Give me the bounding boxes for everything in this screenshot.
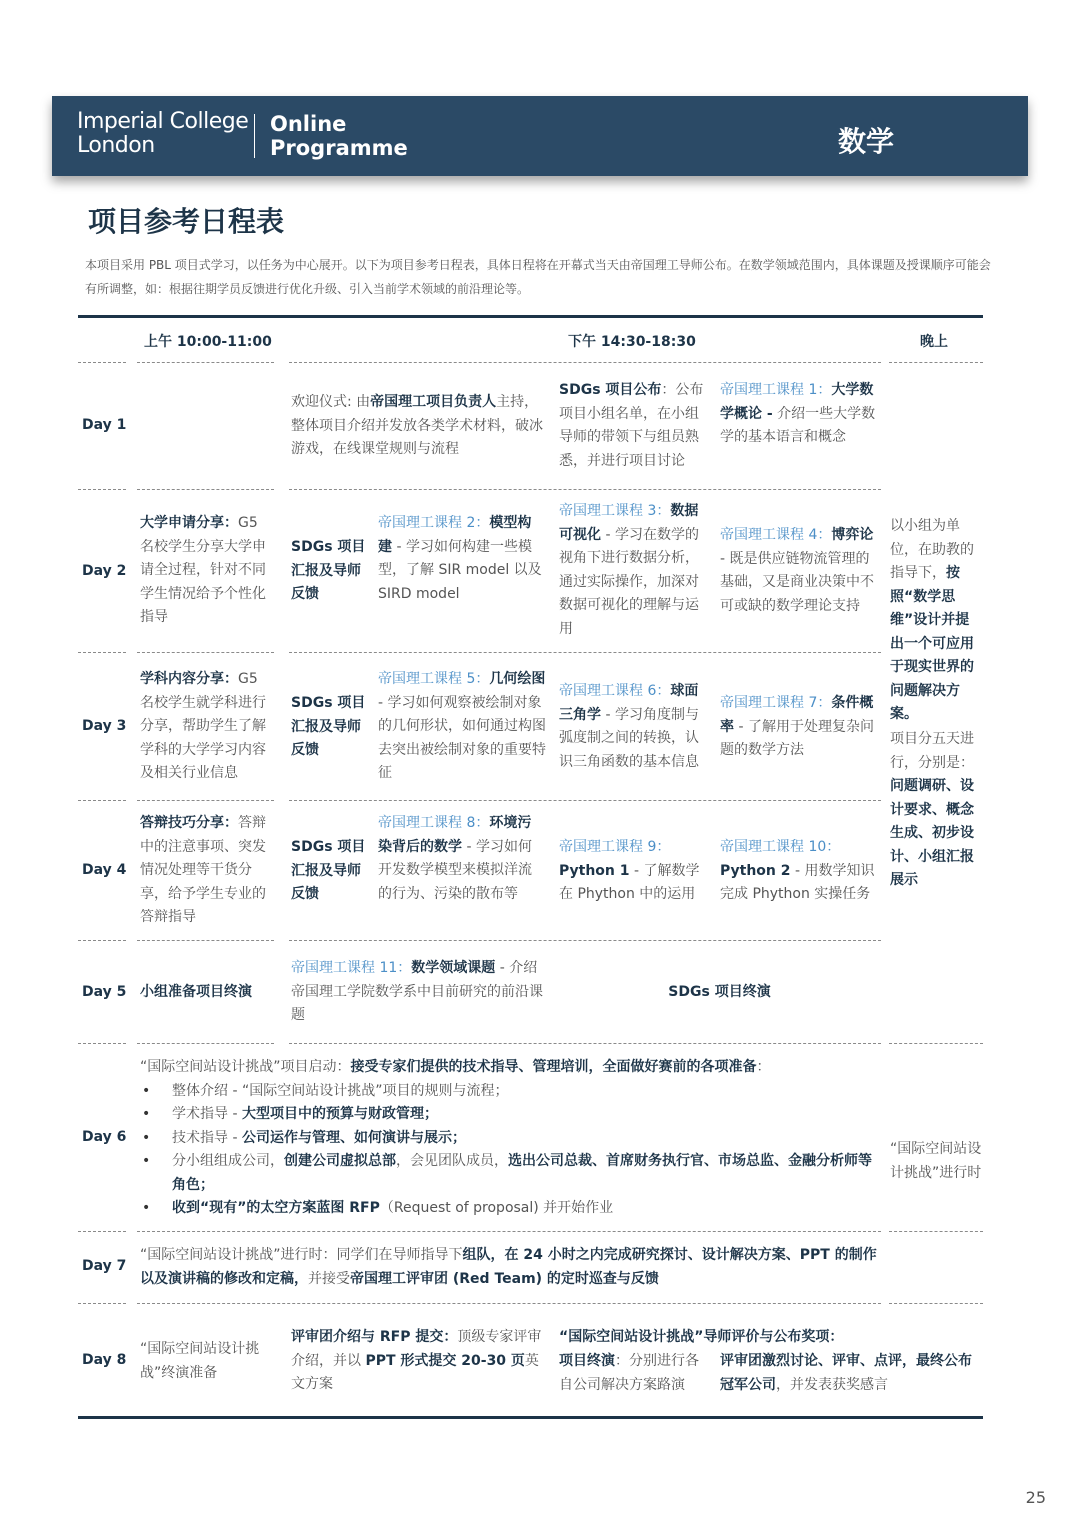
course-label: 帝国理工课程 7： [720,695,832,711]
text-emphasis: 收到“现有”的太空方案蓝图 RFP [172,1200,380,1216]
text-segment: 分小组组成公司， [172,1153,284,1169]
text-segment: ： [756,1059,771,1075]
text-emphasis: 几何绘图 [489,671,546,687]
logo-line-2: London [77,133,155,158]
row-separator [78,1043,126,1044]
row-separator [78,1303,126,1304]
day3-sdgs-report: SDGs 项目汇报及导师反馈 [291,695,366,758]
day-label-8: Day 8 [82,1352,127,1368]
text-emphasis: 模型构建 [378,515,532,555]
table-bottom-rule [78,1416,983,1419]
text-emphasis: 球面三角学 [559,683,699,723]
text-segment: G5 名校学生分享大学申请全过程，针对不同学生情况给予个性化指导 [140,515,266,625]
row-separator [78,489,126,490]
text-segment: - 介绍帝国理工学院数学系中目前研究的前沿课题 [291,960,543,1023]
subject-title: 数学 [837,125,894,158]
intro-paragraph: 本项目采用 PBL 项目式学习，以任务为中心展开。以下为项目参考日程表，具体日程将在开幕式当天由帝国理工导师公布。在数学领域范围内，具体课题及授课顺序可能会有所调整，如：根据往期学员反馈进行优化升级、引入当前学术领域的前沿理论等。 [85,258,991,296]
day-label-4: Day 4 [82,862,127,878]
day-label-7: Day 7 [82,1258,127,1274]
row-separator [289,362,881,363]
day1-sdgs-announce [559,379,709,473]
text-segment: 整体介绍 - “国际空间站设计挑战”项目的规则与流程； [172,1082,509,1099]
row-separator [289,489,881,490]
text-emphasis: 大学数学概论 - [720,382,874,422]
day6-list [140,1080,880,1221]
page-title: 项目参考日程表 [88,205,285,238]
text-emphasis: 公司运作与管理、如何演讲与展示； [241,1129,466,1146]
text-emphasis: 条件概率 [720,695,874,735]
header-morning: 上午 10:00-11:00 [144,334,272,350]
day-label-1: Day 1 [82,417,127,433]
day8-awards-heading: “国际空间站设计挑战”导师评价与公布奖项： [559,1329,844,1345]
day4-course-9 [559,836,711,907]
row-separator [889,1231,983,1232]
row-separator [889,362,983,363]
text-emphasis: 答辩技巧分享： [140,815,238,831]
day8-final-prep: “国际空间站设计挑战”终演准备 [140,1341,260,1381]
text-emphasis: 评审团激烈讨论、评审、点评，最终公布冠军公司 [720,1353,972,1393]
page-number: 25 [1025,1488,1046,1507]
text-segment: 英文方案 [291,1352,539,1392]
row-separator [137,652,274,653]
course-label: 帝国理工课程 6： [559,683,671,699]
text-segment: 介绍一些大学数学的基本语言和概念 [720,405,876,445]
text-segment: - 了解用于处理复杂问题的数学方法 [720,718,874,758]
text-emphasis: 评审团介绍与 RFP 提交： [291,1329,458,1345]
text-segment: 项目分五天进行，分别是： [890,731,974,771]
text-emphasis: SDGs 项目公布 [559,382,662,398]
row-separator [289,800,881,801]
text-segment: - 学习在数学的视角下进行数据分析，通过实际操作，加深对数据可视化的理解与运用 [559,526,699,637]
text-segment: ，会见团队成员， [396,1153,508,1169]
day2-sdgs-report: SDGs 项目汇报及导师反馈 [291,539,366,602]
list-item [140,1080,880,1104]
course-label: 帝国理工课程 9： [559,839,671,855]
text-segment: - 学习如何构建一些模型，了解 SIR model 以及 SIRD model [378,538,542,602]
course-label: 帝国理工课程 11： [291,960,412,976]
evening-project-phases [890,728,980,893]
course-label: 帝国理工课程 10： [720,839,841,855]
day7-content [140,1244,880,1291]
text-segment: “国际空间站设计挑战”项目启动： [140,1059,351,1075]
text-emphasis: 大学申请分享： [140,515,238,531]
row-separator [78,800,126,801]
day6-content [140,1056,880,1221]
text-emphasis: 组队，在 24 小时之内完成研究探讨、设计解决方案、PPT 的制作以及演讲稿的修改和定稿， [140,1247,877,1287]
day3-course-7 [720,692,880,763]
list-item [140,1127,880,1151]
course-label: 帝国理工课程 2： [378,515,490,531]
day-label-6: Day 6 [82,1129,127,1145]
day1-course-1 [720,379,880,450]
day8-final-show [559,1350,711,1397]
row-separator [78,1231,126,1232]
text-emphasis: 创建公司虚拟总部 [284,1153,396,1169]
text-segment: “国际空间站设计挑战”进行时：同学们在导师指导下 [140,1247,463,1263]
day4-course-8 [378,812,545,906]
text-emphasis: 选出公司总裁、首席财务执行官、市场总监、金融分析师等角色； [172,1153,872,1193]
day-label-3: Day 3 [82,718,127,734]
text-segment: （Request of proposal) 并开始作业 [379,1200,614,1216]
day6-evening: “国际空间站设计挑战”进行时 [890,1141,982,1181]
day3-course-6 [559,680,709,774]
text-emphasis: 博弈论 [831,527,874,543]
row-separator [78,652,126,653]
logo-line-1: Imperial College [77,109,249,134]
text-segment: ：分别进行各自公司解决方案路演 [559,1353,699,1393]
text-emphasis: 问题调研、设计要求、概念生成、初步设计、小组汇报展示 [890,778,974,888]
text-emphasis: 项目终演 [559,1353,615,1369]
day2-course-4 [720,524,880,618]
row-separator [137,940,274,941]
evening-project-desc [890,515,980,727]
course-label: 帝国理工课程 3： [559,503,671,519]
text-segment: 学术指导 - [172,1106,242,1122]
row-separator [137,362,274,363]
course-label: 帝国理工课程 5： [378,671,490,687]
text-emphasis: 环境污染背后的数学 [378,815,532,855]
day8-jury-result [720,1350,975,1397]
text-segment: - 了解数学在 Phython 中的运用 [559,862,700,902]
day-label-5: Day 5 [82,984,127,1000]
day2-course-2 [378,512,545,606]
row-separator [78,362,126,363]
text-segment: 主持，整体项目介绍并发放各类学术材料，破冰游戏，在线课堂规则与流程 [291,394,543,457]
day4-course-10 [720,836,880,907]
text-segment: 答辩中的注意事项、突发情况处理等干货分享，给予学生专业的答辩指导 [140,815,266,925]
text-emphasis: 数学领域课题 [411,960,496,976]
programme-line-1: Online [270,112,347,136]
row-separator [137,1303,881,1304]
text-segment: 技术指导 - [172,1129,242,1146]
text-segment: - 既是供应链物流管理的基础，又是商业决策中不可或缺的数学理论支持 [720,550,874,614]
text-segment: 以小组为单位，在助教的指导下， [890,518,974,581]
text-emphasis: PPT 形式提交 20-30 页 [365,1352,525,1369]
row-separator [137,1231,881,1232]
header-afternoon: 下午 14:30-18:30 [568,334,696,350]
programme-line-2: Programme [270,136,408,160]
day3-course-5 [378,668,550,786]
text-segment: - 学习如何开发数学模型来模拟洋流的行为、污染的散布等 [378,838,532,902]
row-separator [78,940,126,941]
text-emphasis: 帝国理工项目负责人 [370,394,497,410]
text-segment: 并接受 [308,1270,350,1287]
text-emphasis: Python 2 [720,862,791,879]
row-separator [289,940,881,941]
text-emphasis: 接受专家们提供的技术指导、管理培训，全面做好赛前的各项准备 [350,1059,757,1075]
day4-defense-tips [140,812,273,930]
text-segment: G5 名校学生就学科进行分享，帮助学生了解学科的大学学习内容及相关行业信息 [140,671,266,781]
row-separator [289,652,881,653]
text-segment: 顶级专家评审介绍，并以 [291,1329,542,1369]
list-item [140,1103,880,1127]
course-label: 帝国理工课程 1： [720,382,832,398]
day3-subject-sharing [140,668,273,786]
header-divider [254,114,255,158]
day1-welcome [291,391,545,462]
day5-sdgs-final: SDGs 项目终演 [668,984,771,1000]
text-emphasis: Python 1 [559,862,630,879]
day6-intro [140,1056,880,1080]
list-item [140,1197,880,1221]
day2-university-application [140,512,273,630]
day5-final-prep: 小组准备项目终演 [140,984,252,1000]
text-emphasis: 按照“数学思维”设计并提出一个可应用于现实世界的问题解决方案。 [890,565,974,722]
list-item [140,1150,880,1197]
row-separator [137,489,274,490]
header-evening: 晚上 [920,334,948,350]
text-emphasis: 帝国理工评审团 (Red Team) 的定时巡查与反馈 [350,1270,659,1287]
text-segment: - 学习角度制与弧度制之间的转换，认识三角函数的基本信息 [559,706,699,770]
row-separator [137,1043,274,1044]
row-separator [289,1043,881,1044]
text-segment: ，并发表获奖感言 [776,1376,888,1393]
day2-course-3 [559,500,709,641]
day5-course-11 [291,957,547,1028]
text-segment: 欢迎仪式: 由 [291,394,371,410]
day8-jury-rfp [291,1326,547,1397]
day4-sdgs-report: SDGs 项目汇报及导师反馈 [291,839,366,902]
text-emphasis: 学科内容分享： [140,671,238,687]
row-separator [137,800,274,801]
text-segment: - 用数学知识完成 Phython 实操任务 [720,862,875,902]
row-separator [889,1303,983,1304]
day-label-2: Day 2 [82,563,127,579]
text-emphasis: 数据可视化 [559,503,699,543]
course-label: 帝国理工课程 8： [378,815,490,831]
header-banner [52,96,1028,176]
table-top-rule [78,315,983,318]
text-segment: ：公布项目小组名单，在小组导师的带领下与组员熟悉，并进行项目讨论 [559,382,704,469]
text-emphasis: 大型项目中的预算与财政管理； [241,1106,438,1122]
course-label: 帝国理工课程 4： [720,527,832,543]
text-segment: - 学习如何观察被绘制对象的几何形状，如何通过构图去突出被绘制对象的重要特征 [378,694,546,781]
row-separator [889,1043,983,1044]
